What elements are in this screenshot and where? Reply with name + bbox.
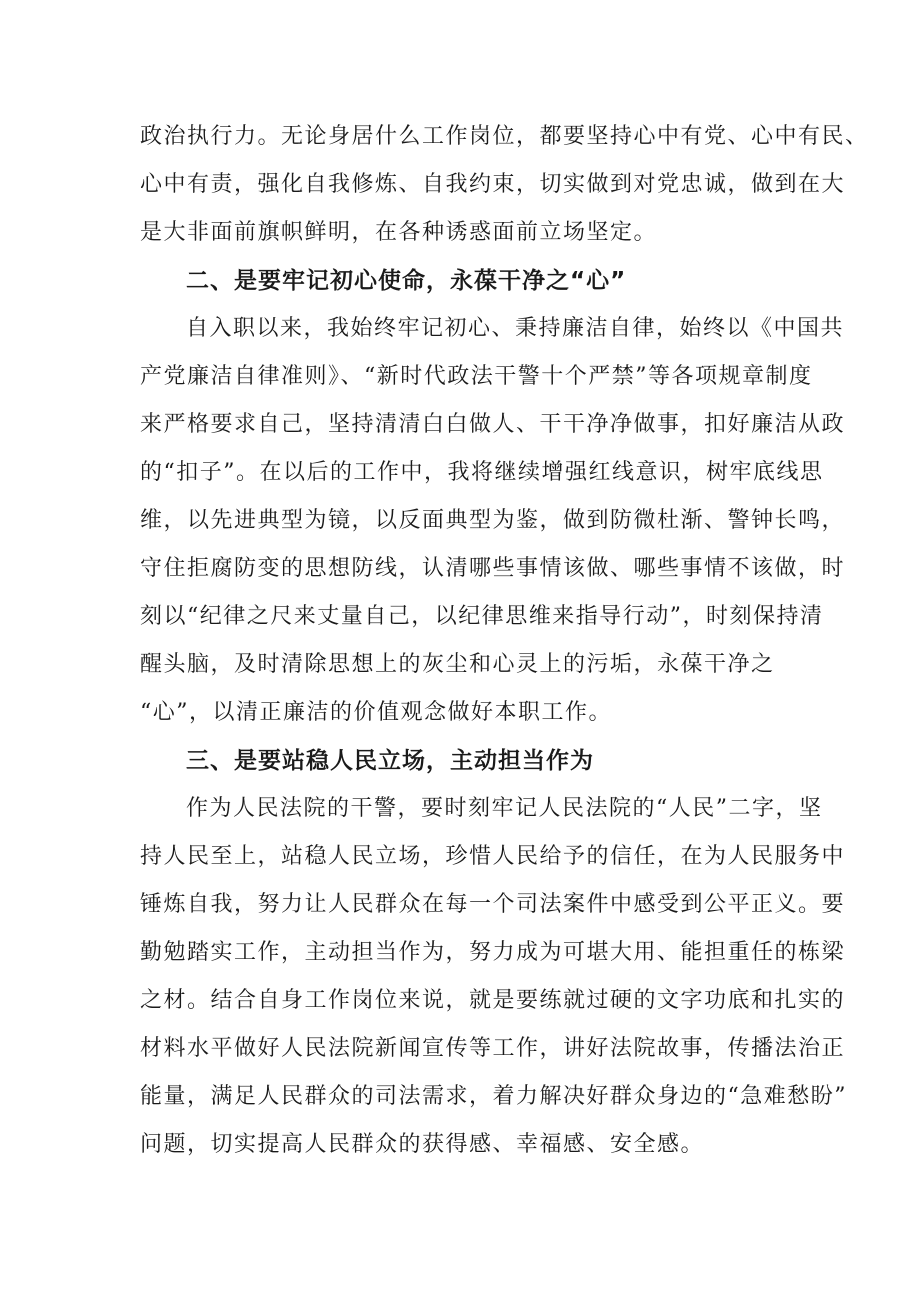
paragraph-3-line-6: 材料水平做好人民法院新闻宣传等工作，讲好法院故事，传播法治正 bbox=[140, 1036, 846, 1061]
paragraph-2-line-5: 维，以先进典型为镜，以反面典型为鉴，做到防微杜渐、警钟长鸣， bbox=[140, 508, 846, 533]
section-heading-2: 二、是要牢记初心使命，永葆干净之“心” bbox=[186, 268, 627, 294]
paragraph-3-line-1: 作为人民法院的干警，要时刻牢记人民法院的“人民”二字，坚 bbox=[186, 796, 823, 821]
paragraph-3-line-5: 之材。结合自身工作岗位来说，就是要练就过硬的文字功底和扎实的 bbox=[140, 988, 846, 1013]
paragraph-3-line-2: 持人民至上，站稳人民立场，珍惜人民给予的信任，在为人民服务中 bbox=[140, 844, 846, 869]
paragraph-1-line-2: 心中有责，强化自我修炼、自我约束，切实做到对党忠诚，做到在大 bbox=[140, 172, 846, 197]
paragraph-1-line-1: 政治执行力。无论身居什么工作岗位，都要坚持心中有党、心中有民、 bbox=[140, 124, 869, 149]
paragraph-2-line-2: 产党廉洁自律准则》、“新时代政法干警十个严禁”等各项规章制度 bbox=[140, 364, 813, 389]
paragraph-3-line-3: 锤炼自我，努力让人民群众在每一个司法案件中感受到公平正义。要 bbox=[140, 892, 846, 917]
paragraph-3-line-7: 能量，满足人民群众的司法需求，着力解决好群众身边的“急难愁盼” bbox=[140, 1084, 847, 1109]
paragraph-2-line-7: 刻以“纪律之尺来丈量自己，以纪律思维来指导行动”，时刻保持清 bbox=[140, 604, 824, 629]
section-heading-3: 三、是要站稳人民立场，主动担当作为 bbox=[186, 748, 594, 774]
paragraph-3-line-8: 问题，切实提高人民群众的获得感、幸福感、安全感。 bbox=[140, 1132, 705, 1157]
paragraph-2-line-1: 自入职以来，我始终牢记初心、秉持廉洁自律，始终以《中国共 bbox=[186, 316, 845, 341]
paragraph-2-line-8: 醒头脑，及时清除思想上的灰尘和心灵上的污垢，永葆干净之 bbox=[140, 652, 775, 677]
paragraph-2-line-9: “心”，以清正廉洁的价值观念做好本职工作。 bbox=[140, 700, 612, 725]
paragraph-2-line-6: 守住拒腐防变的思想防线，认清哪些事情该做、哪些事情不该做，时 bbox=[140, 556, 846, 581]
paragraph-1-line-3: 是大非面前旗帜鲜明，在各种诱惑面前立场坚定。 bbox=[140, 220, 658, 245]
paragraph-2-line-4: 的“扣子”。在以后的工作中，我将继续增强红线意识，树牢底线思 bbox=[140, 460, 824, 485]
paragraph-3-line-4: 勤勉踏实工作，主动担当作为，努力成为可堪大用、能担重任的栋梁 bbox=[140, 940, 846, 965]
paragraph-2-line-3: 来严格要求自己，坚持清清白白做人、干干净净做事，扣好廉洁从政 bbox=[140, 412, 846, 437]
